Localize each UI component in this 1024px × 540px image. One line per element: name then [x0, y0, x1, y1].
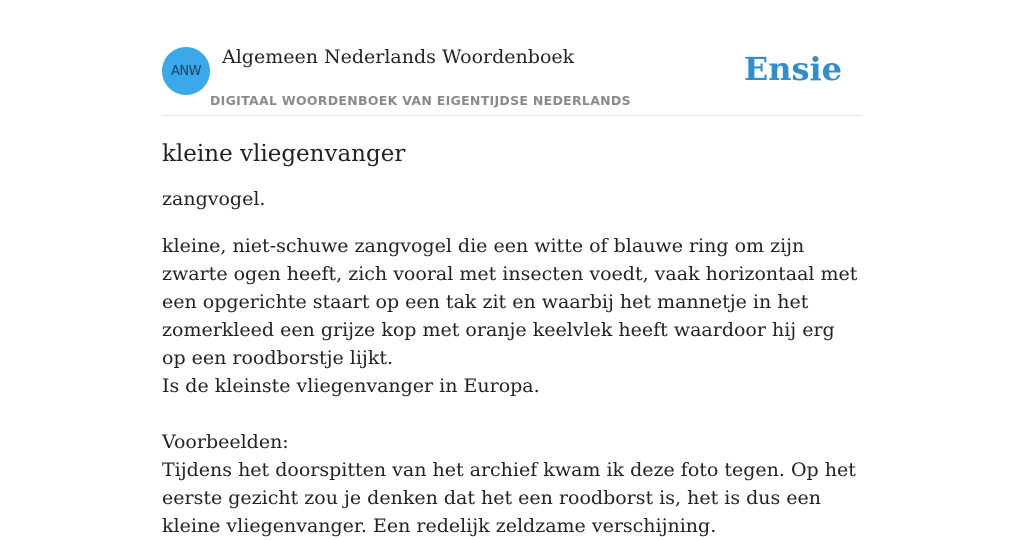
ensie-logo[interactable]: Ensie	[743, 50, 842, 88]
entry-note: Is de kleinste vliegenvanger in Europa.	[162, 375, 540, 397]
examples-heading: Voorbeelden:	[162, 431, 289, 453]
header-divider	[162, 115, 862, 116]
entry-definition: kleine, niet-schuwe zangvogel die een witte of blauwe ring om zijn zwarte ogen heeft, zich vooral met insecten voedt, vaak horizontaal met een opgerichte staart op een tak zit en waarbij het mannetje in het zomerkleed een grijze kop met oranje keelvlek heeft waardoor hij erg op een roodborstje lijkt.	[162, 235, 858, 369]
entry-content	[162, 138, 864, 540]
entry-headword: kleine vliegenvanger	[162, 141, 406, 167]
spacer	[162, 400, 864, 428]
logo-text: ANW	[171, 63, 201, 79]
site-subtitle: DIGITAAL WOORDENBOEK VAN EIGENTIJDSE NEDERLANDS	[210, 93, 631, 108]
entry-label: zangvogel.	[162, 188, 266, 210]
site-title[interactable]: Algemeen Nederlands Woordenboek	[222, 46, 575, 68]
entry-example: Tijdens het doorspitten van het archief kwam ik deze foto tegen. Op het eerste gezicht zou je denken dat het een roodborst is, het is dus een kleine vliegenvanger. Een redelijk zeldzame verschijning.	[162, 459, 856, 537]
entry-definition-block	[162, 232, 864, 540]
anw-logo[interactable]	[162, 47, 210, 95]
